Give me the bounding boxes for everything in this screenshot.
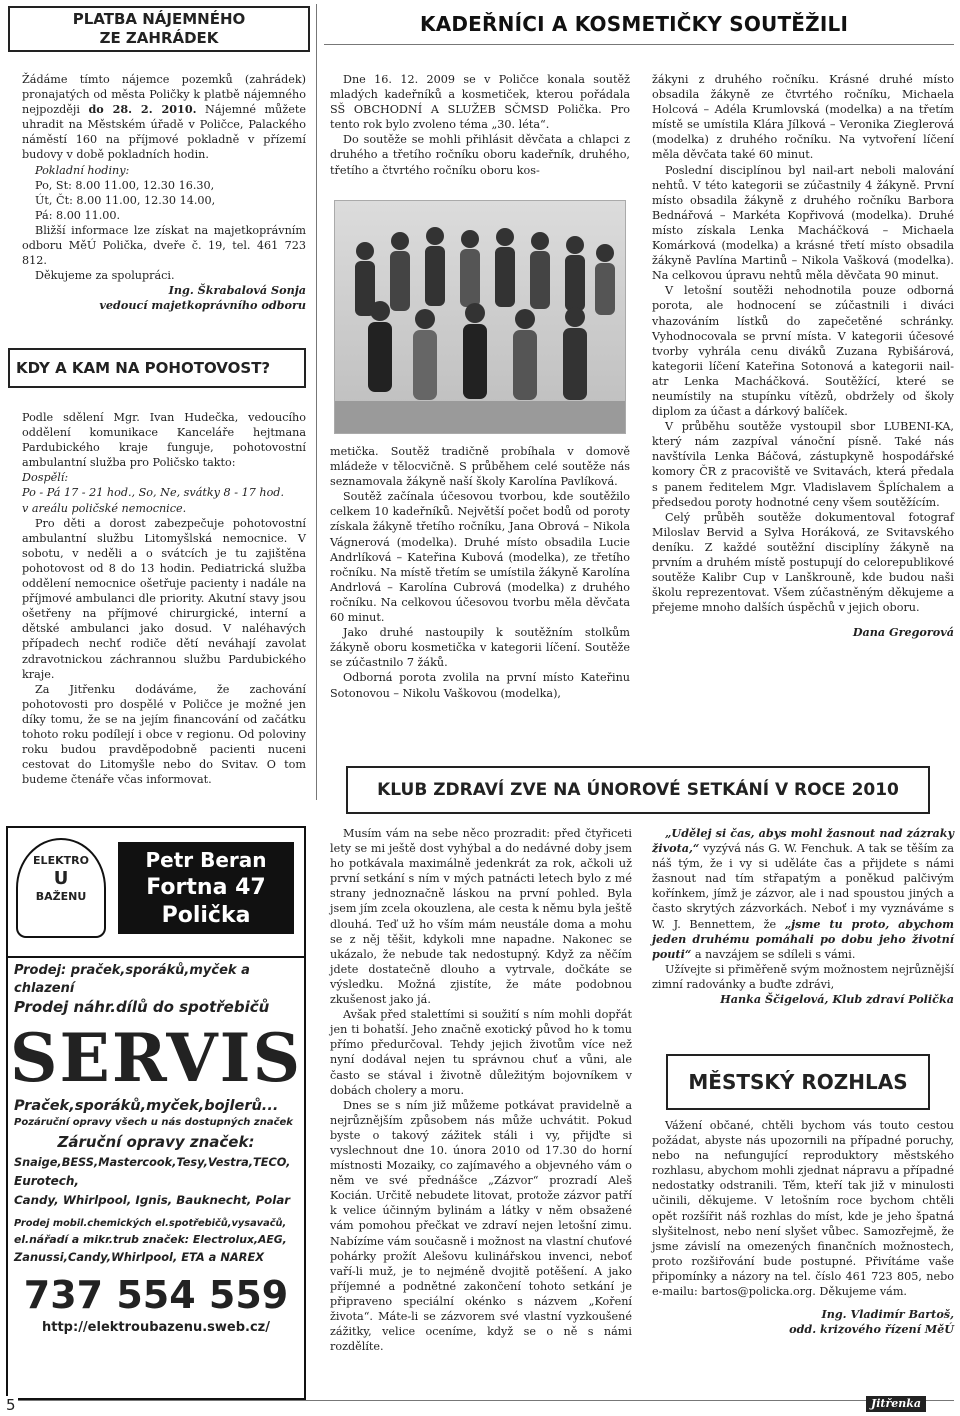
kadernici-p11: Celý průběh soutěže dokumentoval fotograf Miloslav Bervid a Sylva Horáková, ze Svitavského deníku. Z každé soutěžní disciplíny žákyně na prvním a druhém místě postupují do celorepublikové soutěže Kalibr Cup v Lanškrouně, kde budou naši školu reprezentovat. Všem zúčastněným děkujeme a přejeme mnoho dalších úspěchů v jejich oboru. [652,510,954,615]
ad-name-box [118,842,294,934]
klub-title-box [346,766,930,814]
ad-line8: Zanussi,Candy,Whirlpool, ETA a NAREX [14,1250,265,1264]
klub-col2 [652,826,954,1007]
pohotovost-p2: Pro děti a dorost zabezpečuje pohotovostní ambulantní službu Litomyšlská nemocnice. V sobotu, v neděli a o svátcích je tu zajištěna pohotovost od 8 do 13 hodin. Pediatrická služba oddělení nemocnice ošetřuje pacienty i nadále na příjmové ambulanci dle priority. Akutní stavy jsou ošetřeny na příjmové chirurgické, interní a dětské ambulanci jako dosud. V naléhavých případech nechť rodiče dětí neváhají zavolat zdravotnickou záchrannou službu Pardubického kraje. [22,516,306,681]
ad-logo-text2: U [53,868,69,889]
kadernici-col1-bottom [330,444,630,701]
pohotovost-p3: Za Jitřenku dodáváme, že zachování pohotovosti pro dospělé v Poličce je možné jen díky tomu, že se na jejím financování od začátku tohoto roku podílejí i obce v regionu. Od poloviny roku budou pravděpodobně pacienti nuceni cestovat do Litomyšle nebo do Svitav. O tom budeme čtenáře včas informovat. [22,682,306,787]
ad-servis: SERVIS [9,1019,303,1097]
kadernici-col1-top [330,72,630,178]
ad-line2: Prodej náhr.dílů do spotřebičů [14,998,270,1016]
ad-phone: 737 554 559 [23,1273,289,1317]
ad-street: Fortna 47 [146,875,266,900]
kadernici-p7: žákyni z druhého ročníku. Krásné druhé místo obsadila žákyně ze čtvrtého ročníku, Michaela Holcová – Adéla Krumlovská (modelka) a na třetím místě se umístila Klára Jílková – Veronika Zieglerová (modelka) z druhého ročníku. Na vytvoření líčení měla děvčata také 60 minut. [652,73,954,162]
footer-brand: Jitřenka [866,1396,926,1412]
platba-hours3: Pá: 8.00 11.00. [35,208,121,222]
rozhlas-title: MĚSTSKÝ ROZHLAS [688,1070,908,1094]
platba-hours-label: Pokladní hodiny: [35,163,130,177]
klub-p3: Dnes se s ním již můžeme potkávat pravidelně a nejrůznějším způsobem nás může uchvátit. Pokud byste o takový zážitek stáli i vy, přijďte si vyslechnout dne 10. února 2010 od 17.30 do horní místnosti Mozaiky, co zajímavého a objevného vám o něm ve své přednášce „Zázvor“ prozradí Aleš Kocián. Určitě nebudete litovat, protože zázvor patří k velice účinným bylinám a látky v něm obsažené vám pomohou přečkat ve zdraví nejen letošní zimu. Nabízíme vám současně i možnost na vlastní chuťové pohárky prožít Alešovu kulinářskou invenci, neboť vaří-li muž, je to nejméně dvojitě potěšení. A jako příjemné a podnětné zakončení tohoto setkání je připraveno speciální okénko s názvem „Koření života“. Máte-li se zázvorem své vlastní vyzkoušené zážitky, velice oceníme, když se o ně s námi rozdělíte. [330,1098,632,1354]
platba-body [22,72,306,314]
pohotovost-adults-hours: Po - Pá 17 - 21 hod., So, Ne, svátky 8 - 17 hod. [22,486,285,500]
group-photo [334,200,626,434]
pohotovost-adults-place: v areálu poličské nemocnice. [22,501,187,515]
ad-line1: Prodej: praček,sporáků,myček a chlazení [14,963,250,996]
kadernici-p4: Soutěž začínala účesovou tvorbou, kde soutěžilo celkem 10 kadeřníků. Největší počet bodů od poroty získala žákyně třetího ročníku, Jana Obrová – Nikola Vágnerová (modelka). Druhé místo obsadila Lucie Andrlíková – Kateřina Kubová (modelka), ze třetího ročníku. Na místě třetím se umístila žákyně Karolína Andrlová – Karolína Cubrová (modelka) z druhého ročníku. Na celkovou účesovou tvorbu měla děvčata 60 minut. [330,490,630,625]
kadernici-p8: Poslední disciplínou byl nail-art neboli malování nehtů. V této kategorii se zúčastnily 4 žákyně. První místo obsadila žákyně z druhého ročníku Barbora Bednářová – Markéta Kopřivová (modelka). Druhé místo získala Lenka Macháčková – Michaela Komárková (modelka) a krásné třetí místo obsadila žákyně Pavlína Martinů – Nikola Vašková (modelka). Na celkovou úpravu nehtů měla děvčata 90 minut. [652,163,954,283]
platba-signature-name: Ing. Škrabalová Sonja [168,283,306,298]
ad-line4: Pozáruční opravy všech u nás dostupných značek [14,1117,293,1128]
klub-signature: Hanka Ščigelová, Klub zdraví Polička [720,992,954,1007]
klub-p2: Avšak před stalettími si soužití s ním mohli dopřát jen ti bohatší. Jeho značně exotický původ ho k tomu přímo předurčoval. Tehdy jejich životům více než nyní dodával nejen tu správnou chuť a vůni, ale často se stával i životně důležitým bojovníkem v dobách cholery a moru. [330,1008,632,1097]
rozhlas-body [652,1118,954,1337]
kadernici-signature: Dana Gregorová [852,625,954,640]
platba-signature-role: vedoucí majetkoprávního odboru [99,298,306,313]
kadernici-title: KADEŘNÍCI A KOSMETIČKY SOUTĚŽILI [420,12,849,36]
ad-url[interactable]: http://elektroubazenu.sweb.cz/ [42,1320,270,1335]
ad-logo [16,838,106,938]
kadernici-p9: V letošní soutěži nehodnotila pouze odborná porota, ale hodnocení se zúčastnili i diváci vhazováním lístků do zapečetěné schránky. Vyhodnocovala se první místa. V kategorii účesové tvorby vyhrála cenu diváků Zuzana Rybišárová, kategorii líčení Kateřina Sotonová a kategorii nail-atr Lenka Macháčková. Soutěžící, které se neumístily na stupínku vítězů, obdržely od školy diplom za účast a dárkový balíček. [652,284,954,419]
kadernici-p3: metička. Soutěž tradičně probíhala v domově mládeže v tělocvičně. S průběhem celé soutěže nás seznamovala žákyně naší školy Karolína Pavlíková. [330,445,630,489]
group-photo-image [335,201,625,433]
ad-logo-text3: BAŽENU [35,890,87,903]
platba-p3: Děkujeme za spolupráci. [35,269,175,283]
platba-hours2: Út, Čt: 8.00 11.00, 12.30 14.00, [35,193,216,207]
ad-line7: el.nářadí a mikr.trub značek: Electrolux,AEG, [14,1233,287,1246]
pohotovost-title: KDY A KAM NA POHOTOVOST? [16,359,271,377]
kadernici-p10: V průběhu soutěže vystoupil sbor LUBENI-KA, který nám zazpíval vánoční písně. Také nás navštívila Lenka Báčová, zástupkyně hospodářské komory ČR z pracoviště ve Svitavách, která předala s panem ředitelem Mgr. Vladislavem Šplíchalem a předsedou poroty hodnotné ceny všem soutěžícím. [652,420,954,509]
platba-p2: Bližší informace lze získat na majetkoprávním odboru MěÚ Polička, dveře č. 19, tel. 461 723 812. [22,223,306,268]
kadernici-col2 [652,72,954,640]
ad-line3: Praček,sporáků,myček,bojlerů... [14,1098,279,1114]
rozhlas-signature-name: Ing. Vladimír Bartoš, [821,1307,954,1322]
column-separator [316,4,317,800]
rozhlas-title-box [666,1054,930,1110]
platba-title-line2: ZE ZAHRÁDEK [99,29,219,47]
ad-name: Petr Beran [145,848,267,872]
ad-line5: Záruční opravy značek: [57,1133,255,1151]
pohotovost-title-box [8,348,306,388]
footer-rule [6,1400,954,1401]
pohotovost-adults-label: Dospělí: [22,471,69,485]
ad-line6: Prodej mobil.chemických el.spotřebičů,vysavačů, [14,1218,287,1229]
kadernici-title-rule [324,44,954,45]
ad-brands3: Candy, Whirlpool, Ignis, Bauknecht, Polar [14,1193,291,1207]
rozhlas-p1: Vážení občané, chtěli bychom vás touto cestou požádat, abyste nás upozornili na případné poruchy, nebo na nefungující reproduktory městského rozhlasu, abychom mohli zjednat nápravu a případné nedostatky odstranili. Těm, kteří tak již v minulosti učinili, děkujeme. V letošním roce bychom chtěli opět rozšířit náš rozhlas do míst, kde je jeho špatná slyšitelnost, nebo není slyšet vůbec. Samozřejmě, že jsme závislí na omezených finančních možnostech, proto rozšiřování bude postupné. Přivítáme vaše připomínky a názory na tel. číslo 461 723 805, nebo e-mailu: bartos@policka.org. Děkujeme vám. [652,1119,954,1299]
ad-brands2: Eurotech, [14,1174,79,1188]
pohotovost-p1: Podle sdělení Mgr. Ivan Hudečka, vedoucího oddělení komunikace Kanceláře hejtmana Pardubického kraje funguje, pohotovostní ambulantní služba pro Poličsko takto: [22,411,306,470]
kadernici-p1: Dne 16. 12. 2009 se v Poličce konala soutěž mladých kadeřníků a kosmetiček, kterou pořádala SŠ OBCHODNÍ A SLUŽEB SČMSD Polička. Pro tento rok bylo zvoleno téma „30. léta“. [330,73,630,132]
klub-col1 [330,826,632,1354]
elektro-ad [6,826,306,1400]
kadernici-p5: Jako druhé nastoupily k soutěžním stolkům žákyně oboru kosmetička v kategorii líčení. Soutěže se zúčastnilo 7 žáků. [330,626,630,670]
rozhlas-signature-role: odd. krizového řízení MěÚ [789,1322,954,1337]
klub-title: KLUB ZDRAVÍ ZVE NA ÚNOROVÉ SETKÁNÍ V ROCE 2010 [377,780,899,800]
kadernici-p6: Odborná porota zvolila na první místo Kateřinu Sotonovou – Nikolu Vaškovou (modelka), [330,671,630,700]
platba-p1: Žádáme tímto nájemce pozemků (zahrádek) pronajatých od města Poličky k platbě nájemného nejpozději do 28. 2. 2010. Nájemné můžete uhradit na Městském úřadě v Poličce, Palackého náměstí 160 na příjmové pokladně v přízemí budovy v době pokladních hodin. [22,73,306,162]
ad-brands1: Snaige,BESS,Mastercook,Tesy,Vestra,TECO, [14,1156,291,1169]
ad-city: Polička [161,903,251,928]
platba-title-line1: PLATBA NÁJEMNÉHO [72,10,246,28]
platba-title-box [8,6,310,52]
page-number: 5 [6,1396,16,1414]
pohotovost-body [22,410,306,787]
klub-quote-par: „Udělej si čas, abys mohl žasnout nad zázraky života,“ vyzývá nás G. W. Fenchuk. A tak se těším za náš tým, že i vy si uděláte čas a přijdete s námi žasnout nad tím střapatým a poněkud palčivým kořínkem, jímž je zázvor, ale i nad spoustou jiných a často skrytých zázvorkách. Neboť i my vyznáváme s W. J. Bennettem, že „jsme tu proto, abychom jeden druhému pomáhali po dobu jeho životní pouti“ a navzájem se sdíleli s vámi. [652,826,954,961]
kadernici-p2: Do soutěže se mohli přihlásit děvčata a chlapci z druhého a třetího ročníku oboru kadeřník, druhého, třetího a čtvrtého ročníku oboru kos- [330,133,630,177]
platba-hours1: Po, St: 8.00 11.00, 12.30 16.30, [35,178,215,192]
klub-p4: Užívejte si přiměřeně svým možnostem nejrůznější zimní radovánky a buďte zdrávi, [652,962,954,991]
ad-logo-text1: ELEKTRO [33,854,89,867]
klub-p1: Musím vám na sebe něco prozradit: před čtyřiceti lety se mi ještě dost vyhýbal a do nedávné doby jsem ho potkávala maximálně jedenkrát za rok, ačkoli už první setkání s ním v mých patnácti letech bylo z mé strany jednoznačně láskou na první pohled. Byla jsem jím zcela okouzlena, ale cesta k němu byla ještě dlouhá. Teď už ho vším mám neustále doma a mohu se z něj těšit, kdykoli mne napadne. Nakonec se ukázalo, že nebude tak nedostupný. Když za něčím jdete dostatečně dlouho a vytrvale, dočkáte se výsledku. Možná zjistíte, že máte podobnou zkušenost jako já. [330,827,632,1007]
